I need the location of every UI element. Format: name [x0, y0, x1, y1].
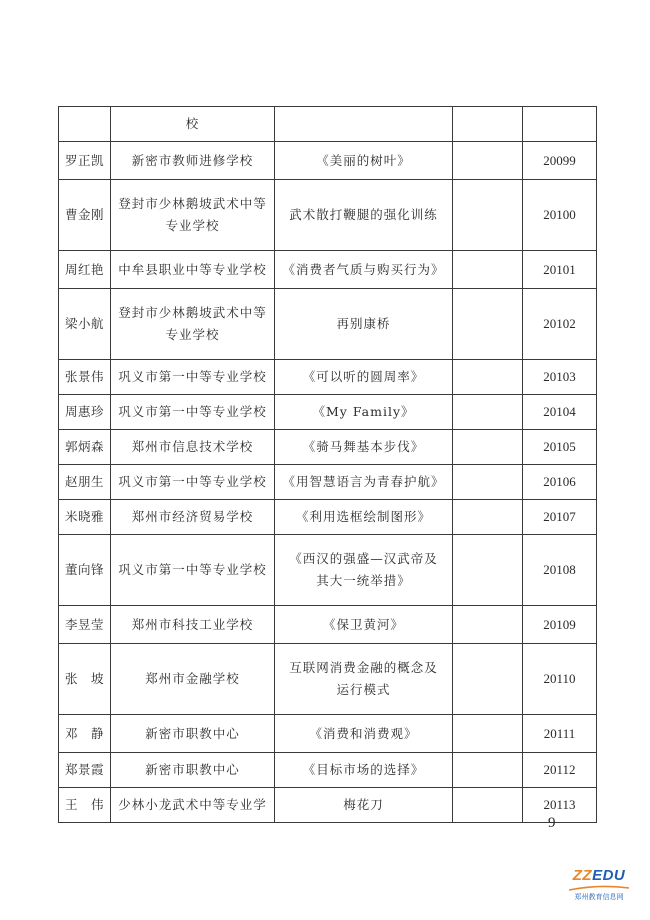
title-line: 《保卫黄河》 [322, 616, 404, 632]
award-number: 20110 [523, 644, 597, 715]
watermark-brand [561, 867, 637, 884]
school-name [111, 142, 275, 180]
school-name [111, 251, 275, 289]
school-line: 专业学校 [165, 218, 220, 233]
school-name [111, 500, 275, 535]
table-row [59, 142, 597, 180]
award-table [58, 106, 597, 823]
title-line: 《利用选框绘制图形》 [295, 509, 431, 524]
award-number: 20107 [523, 500, 597, 535]
author-name: 郭炳森 [59, 430, 111, 465]
blank-cell [453, 180, 523, 251]
title-line: 武术散打鞭腿的强化训练 [289, 207, 438, 222]
school-line: 郑州市经济贸易学校 [131, 509, 254, 524]
school-line: 新密市职教中心 [145, 725, 240, 741]
school-line: 专业学校 [165, 327, 220, 342]
title-line: 《目标市场的选择》 [302, 762, 425, 777]
title-line: 梅花刀 [343, 797, 384, 812]
work-title [275, 788, 453, 823]
school-name [111, 535, 275, 606]
title-line: 运行模式 [336, 682, 391, 697]
table-row [59, 430, 597, 465]
work-title [275, 289, 453, 360]
work-title [275, 465, 453, 500]
school-name [111, 465, 275, 500]
author-name: 罗正凯 [59, 142, 111, 180]
award-number: 20101 [523, 251, 597, 289]
school-name [111, 289, 275, 360]
blank-cell [453, 500, 523, 535]
work-title [275, 360, 453, 395]
award-number: 20108 [523, 535, 597, 606]
award-number [523, 107, 597, 142]
swoosh-icon [567, 884, 631, 892]
award-number: 20103 [523, 360, 597, 395]
title-line: 《骑马舞基本步伐》 [302, 439, 425, 454]
watermark-subtitle: 郑州教育信息网 [574, 893, 624, 901]
table-row [59, 715, 597, 753]
school-name [111, 606, 275, 644]
table-row [59, 360, 597, 395]
school-name [111, 715, 275, 753]
author-name: 周红艳 [59, 251, 111, 289]
table-row [59, 500, 597, 535]
school-line: 巩义市第一中等专业学校 [118, 562, 267, 577]
school-line: 登封市少林鹅坡武术中等 [118, 305, 267, 320]
award-number: 20104 [523, 395, 597, 430]
table-row [59, 753, 597, 788]
award-number: 20111 [523, 715, 597, 753]
school-line: 郑州市金融学校 [145, 671, 240, 686]
author-name: 董向锋 [59, 535, 111, 606]
author-name [59, 107, 111, 142]
table-row [59, 180, 597, 251]
table-row [59, 606, 597, 644]
author-name: 梁小航 [59, 289, 111, 360]
school-name [111, 644, 275, 715]
school-line: 新密市教师进修学校 [131, 152, 254, 168]
award-number: 20102 [523, 289, 597, 360]
table-row [59, 107, 597, 142]
school-name [111, 180, 275, 251]
blank-cell [453, 465, 523, 500]
blank-cell [453, 753, 523, 788]
award-number: 20106 [523, 465, 597, 500]
work-title [275, 606, 453, 644]
watermark-logo [561, 867, 637, 909]
work-title [275, 644, 453, 715]
school-name [111, 753, 275, 788]
title-line: 再别康桥 [336, 316, 391, 331]
blank-cell [453, 535, 523, 606]
table-row [59, 788, 597, 823]
work-title [275, 142, 453, 180]
blank-cell [453, 251, 523, 289]
school-line: 郑州市科技工业学校 [131, 616, 254, 632]
author-name: 曹金刚 [59, 180, 111, 251]
award-number: 20109 [523, 606, 597, 644]
blank-cell [453, 395, 523, 430]
author-name: 赵朋生 [59, 465, 111, 500]
title-line: 其大一统举措》 [316, 573, 411, 588]
school-line: 校 [185, 116, 200, 131]
blank-cell [453, 107, 523, 142]
work-title [275, 500, 453, 535]
school-line: 郑州市信息技术学校 [131, 439, 254, 454]
author-name: 周惠珍 [59, 395, 111, 430]
blank-cell [453, 430, 523, 465]
blank-cell [453, 360, 523, 395]
table-row [59, 465, 597, 500]
school-name [111, 788, 275, 823]
table-row [59, 251, 597, 289]
page-number: 9 [548, 815, 556, 831]
award-number: 20113 [523, 788, 597, 823]
school-line: 巩义市第一中等专业学校 [118, 369, 267, 384]
title-line: 《美丽的树叶》 [316, 152, 411, 168]
work-title [275, 251, 453, 289]
work-title [275, 753, 453, 788]
school-line: 巩义市第一中等专业学校 [118, 404, 267, 419]
work-title [275, 107, 453, 142]
work-title [275, 395, 453, 430]
table-row [59, 395, 597, 430]
title-line: 《My Family》 [312, 404, 415, 419]
school-line: 新密市职教中心 [145, 762, 240, 777]
work-title [275, 430, 453, 465]
award-number: 20099 [523, 142, 597, 180]
author-name: 邓 静 [59, 715, 111, 753]
school-line: 中牟县职业中等专业学校 [118, 261, 267, 277]
blank-cell [453, 142, 523, 180]
author-name: 郑景霞 [59, 753, 111, 788]
blank-cell [453, 788, 523, 823]
title-line: 《西汉的强盛—汉武帝及 [289, 551, 438, 566]
title-line: 《消费和消费观》 [309, 725, 418, 741]
author-name: 米晓雅 [59, 500, 111, 535]
school-line: 登封市少林鹅坡武术中等 [118, 196, 267, 211]
blank-cell [453, 715, 523, 753]
school-line: 少林小龙武术中等专业学 [118, 797, 267, 812]
watermark-brand-prefix: ZZ [572, 867, 593, 884]
work-title [275, 535, 453, 606]
work-title [275, 715, 453, 753]
title-line: 互联网消费金融的概念及 [289, 660, 438, 675]
school-name [111, 430, 275, 465]
author-name: 李昱莹 [59, 606, 111, 644]
author-name: 张 坡 [59, 644, 111, 715]
author-name: 王 伟 [59, 788, 111, 823]
table-row [59, 289, 597, 360]
award-number: 20100 [523, 180, 597, 251]
title-line: 《用智慧语言为青春护航》 [282, 474, 445, 489]
blank-cell [453, 644, 523, 715]
school-line: 巩义市第一中等专业学校 [118, 474, 267, 489]
author-name: 张景伟 [59, 360, 111, 395]
school-name [111, 360, 275, 395]
title-line: 《可以听的圆周率》 [302, 369, 425, 384]
award-number: 20105 [523, 430, 597, 465]
award-number: 20112 [523, 753, 597, 788]
school-name [111, 395, 275, 430]
blank-cell [453, 289, 523, 360]
title-line: 《消费者气质与购买行为》 [282, 261, 445, 277]
table-row [59, 535, 597, 606]
award-table-body [59, 107, 597, 823]
watermark-brand-suffix: EDU [592, 867, 626, 884]
work-title [275, 180, 453, 251]
table-row [59, 644, 597, 715]
school-name [111, 107, 275, 142]
blank-cell [453, 606, 523, 644]
